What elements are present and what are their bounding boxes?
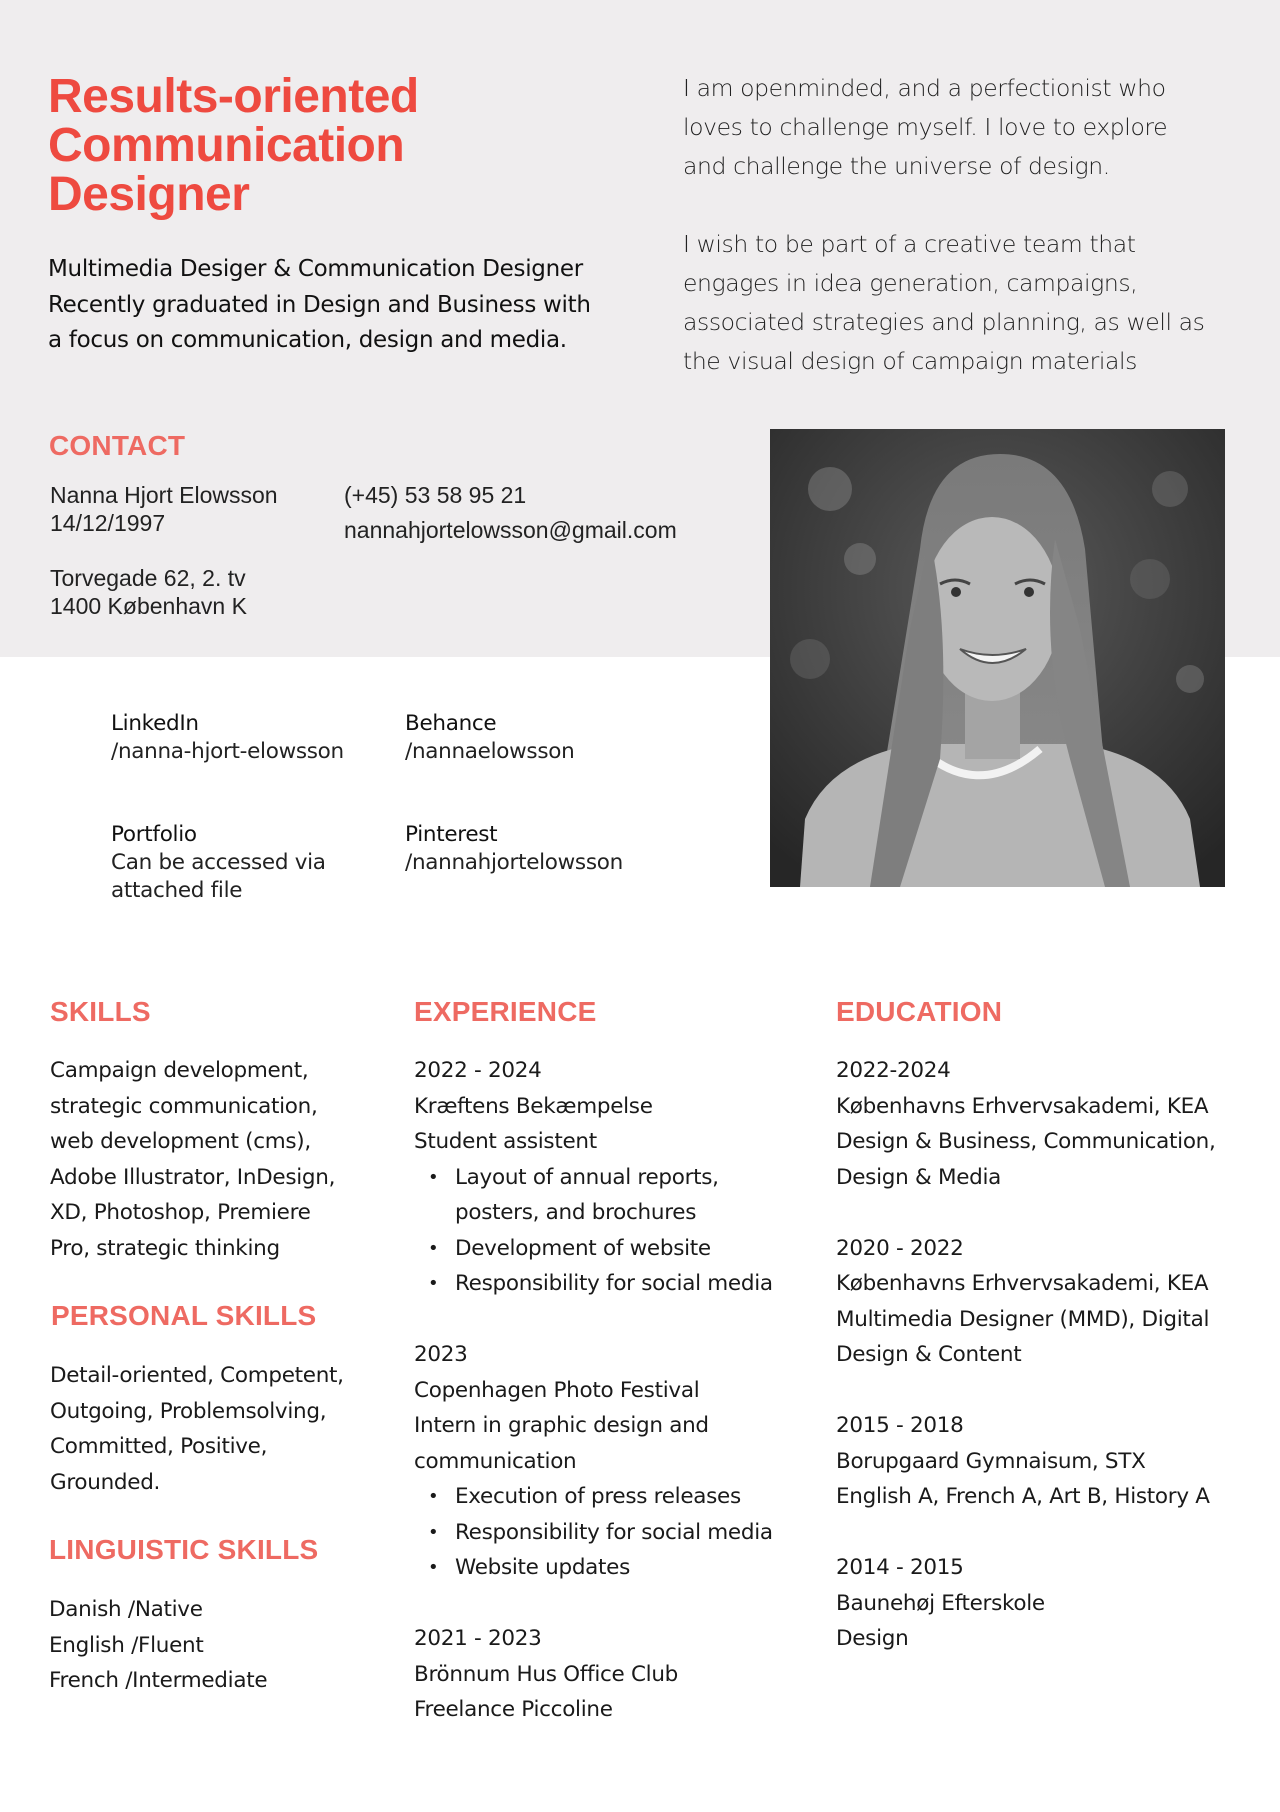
experience-role: Intern in graphic design and [414, 1413, 709, 1438]
title-line: Designer [48, 168, 250, 221]
personal-skills-line: Committed, Positive, [50, 1434, 268, 1459]
skills-list [50, 1053, 335, 1266]
language-line: French /Intermediate [49, 1668, 268, 1693]
education-period: 2015 - 2018 [836, 1413, 964, 1438]
intro-line: the visual design of campaign materials [683, 347, 1137, 375]
contact-birthdate: 14/12/1997 [50, 510, 166, 536]
link-value: attached file [111, 878, 243, 903]
contact-name: Nanna Hjort Elowsson [50, 482, 278, 508]
experience-list [414, 1053, 773, 1728]
experience-period: 2023 [414, 1342, 468, 1367]
education-school: Baunehøj Efterskole [836, 1590, 1045, 1616]
education-period: 2022-2024 [836, 1058, 951, 1083]
experience-entry [414, 1337, 773, 1586]
bullet-text: Website updates [455, 1555, 630, 1580]
education-program: Design & Business, Communication, [836, 1129, 1216, 1154]
link-label: Portfolio [111, 822, 197, 847]
experience-bullet [455, 1231, 773, 1267]
subtitle-line: a focus on communication, design and media. [48, 327, 567, 353]
education-list [836, 1053, 1216, 1657]
title-line: Communication [48, 119, 405, 172]
experience-bullets [414, 1160, 773, 1302]
skills-line: Pro, strategic thinking [50, 1235, 280, 1261]
link-value[interactable]: /nanna-hjort-elowsson [111, 739, 344, 764]
personal-skills-line: Grounded. [50, 1469, 161, 1495]
skills-line: strategic communication, [50, 1093, 318, 1119]
personal-skills-list [50, 1358, 344, 1500]
profile-photo [770, 429, 1225, 887]
intro-line: I am openminded, and a perfectionist who [683, 74, 1166, 102]
link-pinterest[interactable] [405, 821, 623, 877]
education-entry [836, 1550, 1216, 1657]
language-line: Danish /Native [49, 1597, 203, 1622]
education-school: Københavns Erhvervsakademi, KEA [836, 1093, 1209, 1119]
experience-company: Copenhagen Photo Festival [414, 1377, 700, 1403]
intro-paragraph [683, 69, 1253, 186]
link-portfolio[interactable] [111, 821, 326, 905]
bullet-text: • Layout of annual reports, [455, 1164, 719, 1190]
linguistic-skills-heading: LINGUISTIC SKILLS [49, 1534, 319, 1565]
contact-address-line1: Torvegade 62, 2. tv [50, 565, 246, 591]
title-line: Results-oriented [48, 70, 419, 123]
intro-line: and challenge the universe of design. [683, 152, 1110, 180]
linguistic-skills-list [49, 1592, 267, 1699]
experience-role: communication [414, 1448, 577, 1474]
experience-bullet [455, 1160, 773, 1231]
subtitle [48, 252, 648, 359]
link-behance[interactable] [405, 710, 574, 766]
experience-role: Student assistent [414, 1129, 597, 1154]
contact-address-line2: 1400 København K [50, 593, 247, 619]
skills-line: XD, Photoshop, Premiere [50, 1200, 311, 1225]
portrait-photo-icon [770, 429, 1225, 887]
bullet-text: Execution of press releases [455, 1484, 741, 1509]
resume-title [48, 72, 608, 219]
personal-skills-line: Outgoing, Problemsolving, [50, 1398, 327, 1424]
education-period: 2014 - 2015 [836, 1555, 964, 1580]
personal-skills-heading: PERSONAL SKILLS [51, 1300, 317, 1331]
intro-line: I wish to be part of a creative team that [683, 230, 1136, 258]
experience-period: 2022 - 2024 [414, 1058, 542, 1083]
intro-line: engages in idea generation, campaigns, [683, 269, 1138, 297]
link-label: Behance [405, 711, 497, 736]
education-entry [836, 1053, 1216, 1195]
skills-line: Campaign development, [50, 1058, 309, 1083]
education-program: Design & Media [836, 1164, 1002, 1190]
experience-company: Brönnum Hus Office Club [414, 1661, 679, 1687]
education-heading: EDUCATION [836, 996, 1003, 1027]
skills-heading: SKILLS [50, 996, 151, 1027]
education-program: Design [836, 1626, 909, 1651]
experience-company: Kræftens Bekæmpelse [414, 1093, 653, 1119]
intro-line: loves to challenge myself. I love to explore [683, 113, 1168, 141]
bullet-text: Responsibility for social media [455, 1271, 773, 1296]
subtitle-line: Recently graduated in Design and Business with [48, 291, 591, 318]
experience-period: 2021 - 2023 [414, 1626, 542, 1651]
education-entry [836, 1408, 1216, 1515]
intro-line: associated strategies and planning, as well as [683, 308, 1205, 336]
education-entry [836, 1231, 1216, 1373]
link-label: LinkedIn [111, 711, 199, 736]
link-value: Can be accessed via [111, 850, 326, 875]
experience-bullet [455, 1515, 773, 1551]
experience-bullet [455, 1479, 773, 1515]
contact-phone[interactable]: (+45) 53 58 95 21 [344, 482, 527, 508]
bullet-text: Development of website [455, 1235, 711, 1261]
education-school: Københavns Erhvervsakademi, KEA [836, 1271, 1209, 1296]
experience-bullet [455, 1266, 773, 1302]
education-period: 2020 - 2022 [836, 1235, 964, 1261]
link-value[interactable]: /nannaelowsson [405, 739, 575, 764]
experience-bullet [455, 1550, 773, 1586]
link-label: Pinterest [405, 822, 498, 847]
experience-role: Freelance Piccoline [414, 1697, 613, 1722]
education-program: Design & Content [836, 1342, 1022, 1367]
experience-bullets [414, 1479, 773, 1586]
intro-text [683, 69, 1253, 420]
experience-entry [414, 1621, 773, 1728]
skills-line: Adobe Illustrator, InDesign, [50, 1164, 336, 1190]
bullet-text: Responsibility for social media [455, 1519, 773, 1545]
contact-heading: CONTACT [49, 430, 186, 461]
education-program: Multimedia Designer (MMD), Digital [836, 1306, 1210, 1332]
education-school: Borupgaard Gymnaisum, STX [836, 1448, 1146, 1474]
link-linkedin[interactable] [111, 710, 344, 766]
skills-line: web development (cms), [50, 1129, 311, 1154]
experience-entry [414, 1053, 773, 1302]
education-program: English A, French A, Art B, History A [836, 1484, 1210, 1509]
language-line: English /Fluent [49, 1632, 204, 1658]
link-value[interactable]: /nannahjortelowsson [405, 850, 623, 875]
subtitle-line: Multimedia Desiger & Communication Designer [48, 256, 583, 282]
intro-paragraph [683, 225, 1253, 381]
experience-heading: EXPERIENCE [414, 996, 597, 1027]
contact-email[interactable]: nannahjortelowsson@gmail.com [344, 517, 677, 543]
bullet-text: posters, and brochures [455, 1200, 697, 1225]
personal-skills-line: Detail-oriented, Competent, [50, 1363, 344, 1388]
